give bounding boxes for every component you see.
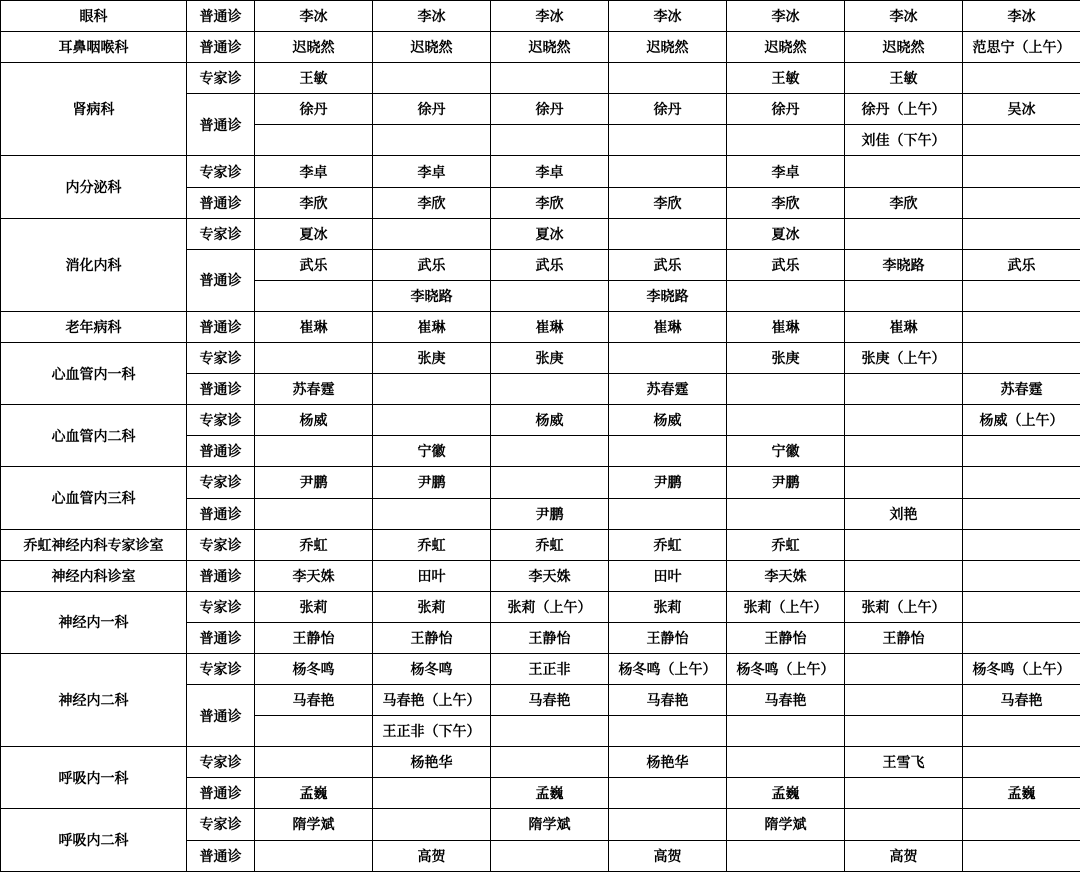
department-cell: 内分泌科: [1, 156, 187, 218]
doctor-cell: [491, 467, 609, 498]
doctor-cell: [373, 218, 491, 249]
doctor-cell: [727, 840, 845, 871]
doctor-cell: [845, 218, 963, 249]
doctor-cell: 张庚: [727, 343, 845, 374]
doctor-cell: [255, 343, 373, 374]
doctor-cell: 苏春霆: [255, 374, 373, 405]
table-row: [1, 405, 1080, 436]
doctor-cell: 吴冰: [963, 94, 1080, 125]
doctor-cell: [727, 405, 845, 436]
doctor-cell: [727, 280, 845, 311]
doctor-cell: 王敏: [255, 63, 373, 94]
doctor-cell: 田叶: [609, 560, 727, 591]
doctor-cell: [963, 343, 1080, 374]
doctor-cell: 乔虹: [727, 529, 845, 560]
doctor-cell: [963, 809, 1080, 840]
doctor-cell: 尹鹏: [491, 498, 609, 529]
doctor-cell: 李晓路: [609, 280, 727, 311]
doctor-cell: 尹鹏: [609, 467, 727, 498]
doctor-cell: 王静怡: [609, 622, 727, 653]
doctor-cell: [609, 218, 727, 249]
doctor-cell: [727, 716, 845, 747]
doctor-cell: 田叶: [373, 560, 491, 591]
doctor-cell: 乔虹: [609, 529, 727, 560]
doctor-cell: 迟晓然: [373, 32, 491, 63]
doctor-cell: [963, 187, 1080, 218]
doctor-cell: [373, 374, 491, 405]
doctor-cell: [963, 125, 1080, 156]
doctor-cell: [963, 218, 1080, 249]
doctor-cell: 张莉（上午）: [845, 591, 963, 622]
doctor-cell: 尹鹏: [727, 467, 845, 498]
doctor-cell: [255, 716, 373, 747]
table-row: [1, 560, 1080, 591]
doctor-cell: 武乐: [255, 249, 373, 280]
doctor-cell: 张莉（上午）: [491, 591, 609, 622]
doctor-cell: [845, 529, 963, 560]
doctor-cell: 隋学斌: [727, 809, 845, 840]
department-cell: 呼吸内二科: [1, 809, 187, 872]
doctor-cell: 隋学斌: [255, 809, 373, 840]
doctor-cell: 李欣: [727, 187, 845, 218]
doctor-cell: [609, 716, 727, 747]
doctor-cell: 崔琳: [373, 311, 491, 342]
doctor-cell: 崔琳: [845, 311, 963, 342]
table-row: [1, 156, 1080, 187]
doctor-cell: [963, 622, 1080, 653]
doctor-cell: [727, 747, 845, 778]
doctor-cell: [963, 436, 1080, 467]
doctor-cell: [373, 405, 491, 436]
doctor-cell: [491, 125, 609, 156]
clinic-type-cell: 普通诊: [187, 1, 255, 32]
doctor-cell: [845, 405, 963, 436]
clinic-type-cell: 专家诊: [187, 343, 255, 374]
doctor-cell: 孟巍: [255, 778, 373, 809]
table-row: [1, 63, 1080, 94]
doctor-cell: 崔琳: [609, 311, 727, 342]
doctor-cell: [255, 840, 373, 871]
doctor-cell: 孟巍: [963, 778, 1080, 809]
doctor-cell: 徐丹（上午）: [845, 94, 963, 125]
department-cell: 神经内科诊室: [1, 560, 187, 591]
doctor-cell: [255, 436, 373, 467]
doctor-cell: 杨冬鸣（上午）: [963, 653, 1080, 684]
clinic-type-cell: 专家诊: [187, 653, 255, 684]
doctor-cell: 马春艳: [727, 685, 845, 716]
doctor-cell: [963, 280, 1080, 311]
doctor-cell: 崔琳: [727, 311, 845, 342]
clinic-type-cell: 普通诊: [187, 249, 255, 311]
doctor-cell: [255, 747, 373, 778]
doctor-cell: 王敏: [727, 63, 845, 94]
doctor-cell: [491, 63, 609, 94]
doctor-cell: 武乐: [727, 249, 845, 280]
doctor-cell: 杨艳华: [609, 747, 727, 778]
doctor-cell: [845, 809, 963, 840]
table-row: [1, 591, 1080, 622]
doctor-cell: 迟晓然: [255, 32, 373, 63]
clinic-type-cell: 专家诊: [187, 405, 255, 436]
doctor-cell: 王敏: [845, 63, 963, 94]
doctor-cell: [845, 436, 963, 467]
doctor-cell: 王静怡: [255, 622, 373, 653]
table-row: [1, 311, 1080, 342]
doctor-cell: 杨威: [609, 405, 727, 436]
doctor-cell: 孟巍: [727, 778, 845, 809]
department-cell: 神经内一科: [1, 591, 187, 653]
doctor-cell: 迟晓然: [845, 32, 963, 63]
clinic-type-cell: 专家诊: [187, 809, 255, 840]
doctor-cell: 李卓: [373, 156, 491, 187]
doctor-cell: 尹鹏: [255, 467, 373, 498]
doctor-cell: 李冰: [963, 1, 1080, 32]
doctor-cell: 张莉（上午）: [727, 591, 845, 622]
doctor-cell: [963, 529, 1080, 560]
doctor-cell: [491, 436, 609, 467]
doctor-cell: [609, 778, 727, 809]
doctor-cell: 夏冰: [491, 218, 609, 249]
doctor-cell: [491, 374, 609, 405]
doctor-cell: 马春艳（上午）: [373, 685, 491, 716]
doctor-cell: 隋学斌: [491, 809, 609, 840]
doctor-cell: 乔虹: [373, 529, 491, 560]
doctor-cell: 王静怡: [373, 622, 491, 653]
table-row: [1, 467, 1080, 498]
clinic-type-cell: 普通诊: [187, 498, 255, 529]
doctor-cell: [727, 498, 845, 529]
table-row: [1, 809, 1080, 840]
doctor-cell: [963, 840, 1080, 871]
doctor-cell: [609, 125, 727, 156]
doctor-cell: 高贺: [609, 840, 727, 871]
doctor-cell: [373, 498, 491, 529]
doctor-cell: 王静怡: [491, 622, 609, 653]
doctor-cell: 李冰: [727, 1, 845, 32]
doctor-cell: 徐丹: [255, 94, 373, 125]
doctor-cell: 李天姝: [727, 560, 845, 591]
doctor-cell: 李冰: [845, 1, 963, 32]
doctor-cell: 刘艳: [845, 498, 963, 529]
doctor-cell: 苏春霆: [609, 374, 727, 405]
doctor-cell: 李欣: [845, 187, 963, 218]
doctor-cell: 杨威（上午）: [963, 405, 1080, 436]
doctor-cell: 杨威: [491, 405, 609, 436]
doctor-cell: 李欣: [373, 187, 491, 218]
doctor-cell: 张庚: [491, 343, 609, 374]
doctor-cell: 张莉: [255, 591, 373, 622]
doctor-cell: 李冰: [609, 1, 727, 32]
clinic-type-cell: 普通诊: [187, 94, 255, 156]
doctor-cell: 张莉: [373, 591, 491, 622]
clinic-type-cell: 专家诊: [187, 747, 255, 778]
doctor-cell: 徐丹: [727, 94, 845, 125]
doctor-cell: [845, 560, 963, 591]
doctor-cell: [491, 280, 609, 311]
department-cell: 耳鼻咽喉科: [1, 32, 187, 63]
doctor-cell: [845, 778, 963, 809]
doctor-cell: 乔虹: [491, 529, 609, 560]
doctor-cell: [255, 125, 373, 156]
doctor-cell: [845, 156, 963, 187]
doctor-cell: 迟晓然: [491, 32, 609, 63]
doctor-cell: 李卓: [727, 156, 845, 187]
doctor-cell: [609, 436, 727, 467]
doctor-cell: 武乐: [373, 249, 491, 280]
clinic-type-cell: 普通诊: [187, 374, 255, 405]
doctor-cell: 杨冬鸣（上午）: [609, 653, 727, 684]
doctor-cell: [373, 778, 491, 809]
doctor-cell: [963, 747, 1080, 778]
doctor-cell: [609, 156, 727, 187]
doctor-cell: 夏冰: [255, 218, 373, 249]
doctor-cell: 马春艳: [963, 685, 1080, 716]
department-cell: 乔虹神经内科专家诊室: [1, 529, 187, 560]
department-cell: 心血管内二科: [1, 405, 187, 467]
doctor-cell: 宁徽: [727, 436, 845, 467]
doctor-cell: 马春艳: [255, 685, 373, 716]
doctor-cell: [609, 343, 727, 374]
doctor-cell: 马春艳: [491, 685, 609, 716]
doctor-cell: 王雪飞: [845, 747, 963, 778]
doctor-cell: 王静怡: [727, 622, 845, 653]
department-cell: 心血管内一科: [1, 343, 187, 405]
doctor-cell: 李欣: [491, 187, 609, 218]
clinic-type-cell: 普通诊: [187, 622, 255, 653]
doctor-cell: 王正非（下午）: [373, 716, 491, 747]
doctor-cell: [963, 560, 1080, 591]
doctor-cell: [845, 280, 963, 311]
doctor-cell: 高贺: [373, 840, 491, 871]
doctor-cell: 苏春霆: [963, 374, 1080, 405]
clinic-type-cell: 专家诊: [187, 63, 255, 94]
clinic-type-cell: 普通诊: [187, 840, 255, 871]
clinic-type-cell: 专家诊: [187, 529, 255, 560]
doctor-cell: [373, 125, 491, 156]
doctor-cell: [845, 653, 963, 684]
doctor-cell: 李卓: [255, 156, 373, 187]
doctor-cell: 杨冬鸣（上午）: [727, 653, 845, 684]
doctor-cell: [491, 747, 609, 778]
clinic-type-cell: 专家诊: [187, 218, 255, 249]
clinic-type-cell: 普通诊: [187, 436, 255, 467]
doctor-cell: [373, 809, 491, 840]
doctor-cell: [963, 467, 1080, 498]
doctor-cell: 崔琳: [491, 311, 609, 342]
doctor-cell: 李晓路: [373, 280, 491, 311]
doctor-cell: 杨冬鸣: [373, 653, 491, 684]
table-row: [1, 32, 1080, 63]
doctor-cell: 迟晓然: [609, 32, 727, 63]
table-row: [1, 218, 1080, 249]
doctor-cell: [963, 311, 1080, 342]
clinic-type-cell: 普通诊: [187, 778, 255, 809]
doctor-cell: [491, 716, 609, 747]
clinic-type-cell: 专家诊: [187, 156, 255, 187]
doctor-cell: [845, 374, 963, 405]
doctor-cell: 徐丹: [373, 94, 491, 125]
doctor-cell: 马春艳: [609, 685, 727, 716]
doctor-cell: 杨威: [255, 405, 373, 436]
doctor-cell: 李冰: [373, 1, 491, 32]
doctor-cell: 孟巍: [491, 778, 609, 809]
clinic-type-cell: 普通诊: [187, 560, 255, 591]
department-cell: 呼吸内一科: [1, 747, 187, 809]
doctor-cell: 武乐: [609, 249, 727, 280]
department-cell: 神经内二科: [1, 653, 187, 746]
doctor-cell: 李冰: [491, 1, 609, 32]
doctor-cell: 王正非: [491, 653, 609, 684]
doctor-cell: 李欣: [255, 187, 373, 218]
doctor-cell: 夏冰: [727, 218, 845, 249]
table-row: [1, 1, 1080, 32]
doctor-cell: [609, 63, 727, 94]
doctor-cell: 王静怡: [845, 622, 963, 653]
doctor-cell: [255, 280, 373, 311]
doctor-cell: 张庚: [373, 343, 491, 374]
doctor-cell: 刘佳（下午）: [845, 125, 963, 156]
doctor-cell: 武乐: [491, 249, 609, 280]
doctor-cell: 崔琳: [255, 311, 373, 342]
table-row: [1, 747, 1080, 778]
clinic-type-cell: 普通诊: [187, 311, 255, 342]
doctor-cell: [963, 498, 1080, 529]
table-row: [1, 529, 1080, 560]
doctor-cell: 李天姝: [255, 560, 373, 591]
doctor-cell: [727, 374, 845, 405]
doctor-cell: 杨冬鸣: [255, 653, 373, 684]
doctor-cell: 武乐: [963, 249, 1080, 280]
department-cell: 肾病科: [1, 63, 187, 156]
doctor-cell: [255, 498, 373, 529]
clinic-type-cell: 普通诊: [187, 32, 255, 63]
department-cell: 消化内科: [1, 218, 187, 311]
doctor-cell: 李卓: [491, 156, 609, 187]
doctor-cell: 徐丹: [491, 94, 609, 125]
doctor-cell: 李欣: [609, 187, 727, 218]
doctor-cell: 高贺: [845, 840, 963, 871]
doctor-cell: 迟晓然: [727, 32, 845, 63]
doctor-cell: 范思宁（上午）: [963, 32, 1080, 63]
doctor-cell: [963, 63, 1080, 94]
department-cell: 心血管内三科: [1, 467, 187, 529]
doctor-cell: 乔虹: [255, 529, 373, 560]
doctor-cell: 李晓路: [845, 249, 963, 280]
doctor-cell: 张莉: [609, 591, 727, 622]
doctor-cell: 宁徽: [373, 436, 491, 467]
doctor-cell: 杨艳华: [373, 747, 491, 778]
clinic-type-cell: 专家诊: [187, 467, 255, 498]
doctor-cell: [609, 498, 727, 529]
doctor-cell: [609, 809, 727, 840]
doctor-cell: 李天姝: [491, 560, 609, 591]
department-cell: 老年病科: [1, 311, 187, 342]
clinic-type-cell: 普通诊: [187, 187, 255, 218]
doctor-cell: 尹鹏: [373, 467, 491, 498]
doctor-cell: [963, 591, 1080, 622]
clinic-type-cell: 普通诊: [187, 685, 255, 747]
doctor-cell: 张庚（上午）: [845, 343, 963, 374]
doctor-cell: [963, 156, 1080, 187]
doctor-cell: [373, 63, 491, 94]
doctor-cell: [963, 716, 1080, 747]
doctor-cell: 李冰: [255, 1, 373, 32]
clinic-type-cell: 专家诊: [187, 591, 255, 622]
doctor-cell: [727, 125, 845, 156]
doctor-cell: [845, 685, 963, 716]
table-row: [1, 653, 1080, 684]
table-row: [1, 343, 1080, 374]
department-cell: 眼科: [1, 1, 187, 32]
doctor-cell: [845, 716, 963, 747]
doctor-cell: 徐丹: [609, 94, 727, 125]
doctor-cell: [491, 840, 609, 871]
doctor-cell: [845, 467, 963, 498]
